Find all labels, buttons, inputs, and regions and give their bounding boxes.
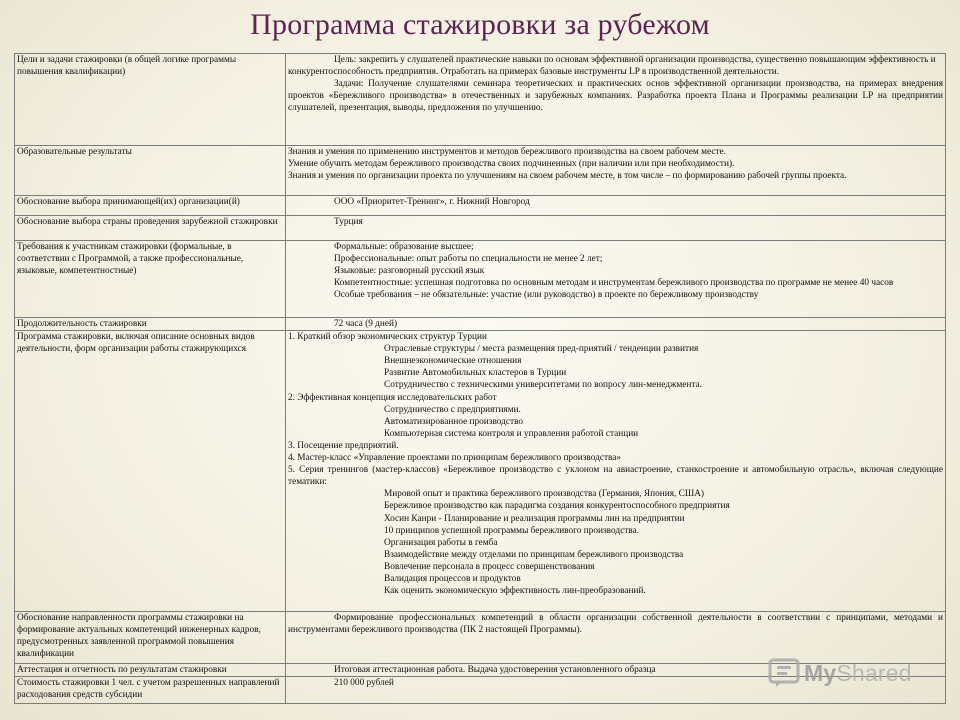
row-value: 72 часа (9 дней) bbox=[286, 318, 946, 331]
row-label: Аттестация и отчетность по результатам стажировки bbox=[15, 664, 286, 677]
table-row-requirements bbox=[15, 241, 946, 318]
table-row-host bbox=[15, 196, 946, 216]
row-value bbox=[286, 331, 946, 612]
section-heading: 2. Эффективная концепция исследовательских работ bbox=[288, 392, 497, 403]
row-label: Образовательные результаты bbox=[15, 146, 286, 196]
goal-text: Цель: закрепить у слушателей практические навыки по основам эффективной организации производства, существенно повышающим эффективность и конкурентоспособность предприятия. Отработать на примерах базовые инструменты LP в производственной деятельности. bbox=[288, 55, 936, 78]
table-row-duration bbox=[15, 318, 946, 331]
table-row-country bbox=[15, 216, 946, 241]
row-label: Стоимость стажировки 1 чел. с учетом разрешенных направлений расходования средств субсидии bbox=[15, 677, 286, 704]
table-row-results bbox=[15, 146, 946, 196]
row-value: Формирование профессиональных компетенций в области организации собственной деятельности в соответствии с принципами, методами и инструментами бережливого производства (ПК 2 настоящей Программы). bbox=[286, 612, 946, 664]
list-item: Компьютерная система контроля и управления работой станции bbox=[384, 428, 639, 439]
table-row-goals bbox=[15, 54, 946, 146]
list-item: Автоматизированное производство bbox=[384, 416, 524, 427]
list-item: Внешнеэкономические отношения bbox=[384, 356, 522, 367]
list-item: Бережливое производство как парадигма создания конкурентоспособного предприятия bbox=[384, 501, 730, 512]
tasks-text: Задачи: Получение слушателями семинара теоретических и практических основ эффективной организации производства, на примерах внедрения проектов «Бережливого производства» в отечественных и зарубежных компаниях. Разработка проекта Плана и Программы реализации LP на предприятии слушателей, презентация, выводы, предложения по улучшению. bbox=[288, 79, 943, 114]
list-item: Мировой опыт и практика бережливого производства (Германия, Япония, США) bbox=[384, 489, 705, 500]
list-item: Отраслевые структуры / места размещения пред-приятий / тенденции развития bbox=[384, 344, 699, 355]
row-value: ООО «Приоритет-Тренинг», г. Нижний Новгород bbox=[286, 196, 946, 216]
myshared-watermark bbox=[768, 656, 912, 690]
row-label: Обоснование направленности программы стажировки на формирование актуальных компетенций инженерных кадров, предусмотренных заявленной программой повышения квалификации bbox=[15, 612, 286, 664]
section-heading: 4. Мастер-класс «Управление проектами по принципам бережливого производства» bbox=[288, 453, 622, 464]
myshared-wordmark: MyShared bbox=[804, 659, 912, 686]
row-label: Обоснование выбора страны проведения зарубежной стажировки bbox=[15, 216, 286, 241]
list-item: Как оценить экономическую эффективность лин-преобразований. bbox=[384, 586, 646, 597]
list-item: Валидация процессов и продуктов bbox=[384, 573, 521, 584]
list-item: Хосин Канри - Планирование и реализация программы лин на предприятии bbox=[384, 513, 685, 524]
section-heading: 3. Посещение предприятий. bbox=[288, 440, 399, 451]
row-value bbox=[286, 54, 946, 146]
list-item: 10 принципов успешной программы бережливого производства. bbox=[384, 525, 639, 536]
row-label: Обоснование выбора принимающей(их) организации(й) bbox=[15, 196, 286, 216]
section-heading: 5. Серия тренингов (мастер-классов) «Бережливое производство с уклоном на авиастроение, станкостроение и автомобильную отрасль», включая следующие тематики: bbox=[288, 465, 943, 488]
row-value: Итоговая аттестационная работа. Выдача удостоверения установленного образца bbox=[286, 664, 946, 677]
list-item: Организация работы в гемба bbox=[384, 537, 498, 548]
row-label: Продолжительность стажировки bbox=[15, 318, 286, 331]
list-item: Взаимодействие между отделами по принципам бережливого производства bbox=[384, 549, 684, 560]
myshared-logo-icon bbox=[768, 658, 800, 688]
section-heading: 1. Краткий обзор экономических структур Турции bbox=[288, 332, 487, 343]
row-value: Формальные: образование высшее; Профессиональные: опыт работы по специальности не менее 2 лет; Языковые: разговорный русский язык Компетентностные: успешная подготовка по основным методам и инструментам бережливого производства по программе не менее 40 часов Особые требования – не обязательные: участие (или руководство) в проекте по бережливому производству bbox=[286, 241, 946, 318]
list-item: Сотрудничество с техническими университетами по вопросу лин-менеджмента. bbox=[384, 380, 702, 391]
row-label: Программа стажировки, включая описание основных видов деятельности, форм организации работы стажирующихся bbox=[15, 331, 286, 612]
row-value: Турция bbox=[286, 216, 946, 241]
program-table bbox=[14, 53, 946, 704]
list-item: Вовлечение персонала в процесс совершенствования bbox=[384, 561, 595, 572]
list-item: Сотрудничество с предприятиями. bbox=[384, 404, 521, 415]
table-row-program bbox=[15, 331, 946, 612]
row-value: Знания и умения по применению инструментов и методов бережливого производства на своем рабочем месте. Умение обучить методам бережливого производства своих подчиненных (при наличии или при необходимости). Знания и умения по организации проекта по улучшениям на своем рабочем месте, в том числе – по формированию рабочей группы проекта. bbox=[286, 146, 946, 196]
row-value: 210 000 рублей bbox=[286, 677, 946, 704]
list-item: Развитие Автомобильных кластеров в Турции bbox=[384, 368, 567, 379]
page-title: Программа стажировки за рубежом bbox=[250, 8, 710, 41]
row-label: Цели и задачи стажировки (в общей логике программы повышения квалификации) bbox=[15, 54, 286, 146]
row-label: Требования к участникам стажировки (формальные, в соответствии с Программой, а также профессиональные, языковые, компетентностные) bbox=[15, 241, 286, 318]
